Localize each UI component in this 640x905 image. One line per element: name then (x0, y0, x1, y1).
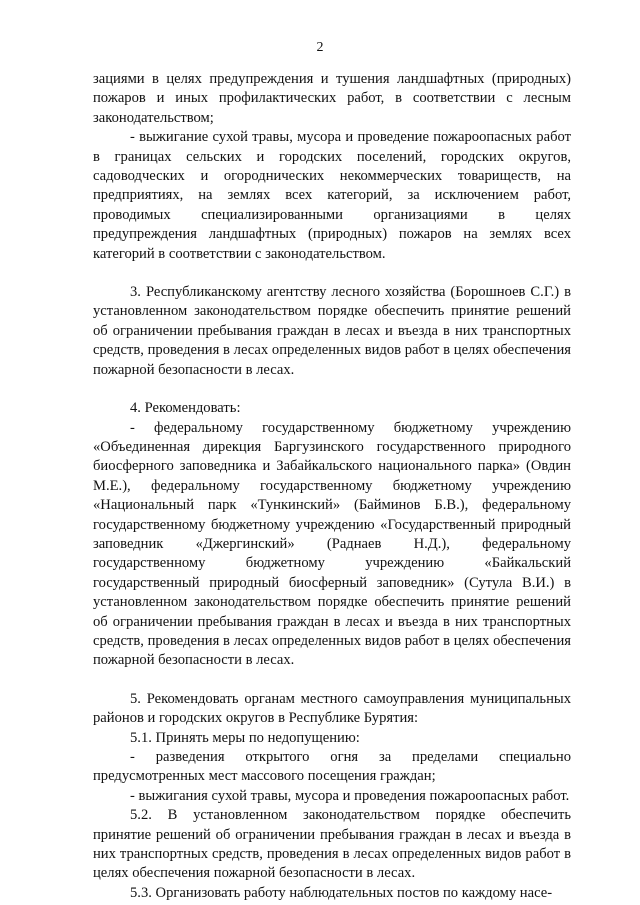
document-body (93, 70, 571, 903)
paragraph-item-5: 5. Рекомендовать органам местного самоуправления муниципальных районов и городских округов в Республике Бурятия: (93, 690, 571, 727)
paragraph-item-4-heading: 4. Рекомендовать: (130, 400, 241, 417)
paragraph-item-5-3: 5.3. Организовать работу наблюдательных постов по каждому насе- (130, 884, 553, 901)
list-item-burning-ban: - выжигание сухой травы, мусора и проведение пожароопасных работ в границах сельских и городских поселений, городских округов, садоводческих и огороднических некоммерческих товариществ, на предприятиях, на землях всех категорий, за исключением работ, проводимых специализированными организациями в целях предупреждения ландшафтных (природных) пожаров на землях всех категорий в соответствии с законодательством. (93, 129, 571, 262)
list-item-open-fire: - разведения открытого огня за пределами специально предусмотренных мест массового посещения граждан; (93, 749, 571, 785)
page-number: 2 (316, 40, 324, 55)
list-item-federal-institutions: - федеральному государственному бюджетному учреждению «Объединенная дирекция Баргузинского государственного природного биосферного заповедника и Забайкальского национального парка» (Овдин М.Е.), федеральному государственному бюджетному учреждению «Национальный парк «Тункинский» (Байминов Б.В.), федеральному государственному бюджетному учреждению «Государственный природный заповедник «Джергинский» (Раднаев Н.Д.), федеральному государственному бюджетному учреждению «Байкальский государственный природный биосферный заповедник» (Сутула В.И.) в установленном законодательством порядке обеспечить принятие решений об ограничении пребывания граждан в лесах и въезда в них транспортных средств, проведения в лесах определенных видов работ в целях обеспечения пожарной безопасности в лесах. (93, 419, 571, 669)
list-item-dry-grass: - выжигания сухой травы, мусора и проведения пожароопасных работ. (130, 787, 570, 804)
paragraph-item-5-1: 5.1. Принять меры по недопущению: (130, 729, 360, 746)
paragraph-item-5-2: 5.2. В установленном законодательством порядке обеспечить принятие решений об ограничении пребывания граждан в лесах и въезда в них транспортных средств, проведения в лесах определенных видов работ в целях обеспечения пожарной безопасности в лесах. (93, 807, 571, 882)
paragraph-continuation: зациями в целях предупреждения и тушения ландшафтных (природных) пожаров и иных профилактических работ, в соответствии с лесным законодательством; (93, 71, 571, 126)
paragraph-item-3: 3. Республиканскому агентству лесного хозяйства (Борошноев С.Г.) в установленном законодательством порядке обеспечить принятие решений об ограничении пребывания граждан в лесах и въезда в них транспортных средств, проведения в лесах определенных видов работ в целях обеспечения пожарной безопасности в лесах. (93, 284, 571, 378)
